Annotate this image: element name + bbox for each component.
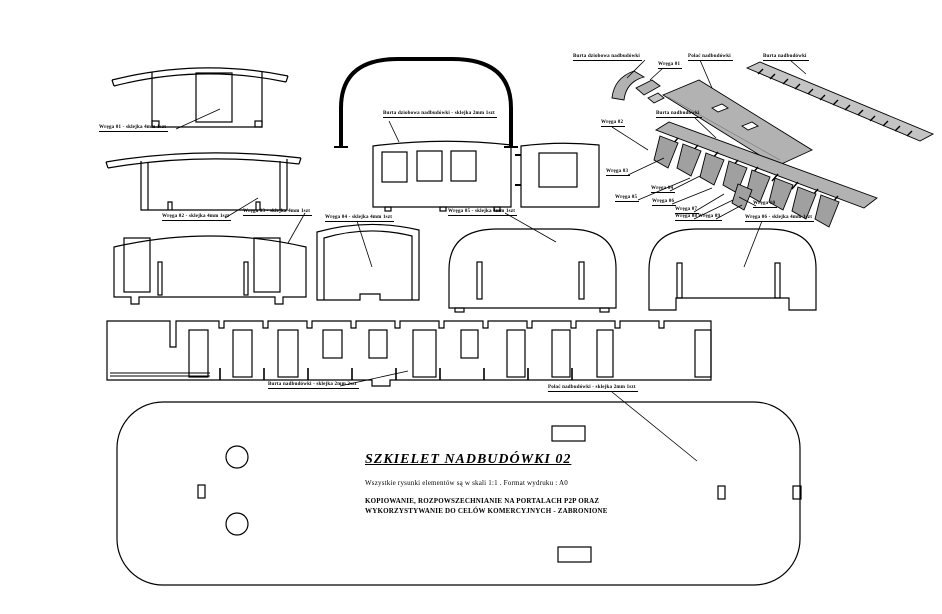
copyright-notice: [365, 496, 625, 517]
copyright-line-1: KOPIOWANIE, ROZPOWSZECHNIANIE NA PORTALACH P2P ORAZ: [365, 496, 600, 505]
part-label-wrega-05: Wręga 05 - sklejka 4mm 1szt: [448, 209, 516, 214]
page-title: SZKIELET NADBUDÓWKI 02: [365, 452, 572, 467]
part-label-wrega-04: Wręga 04 - sklejka 4mm 1szt: [325, 215, 393, 220]
part-drawing-wrega-02: [106, 153, 301, 210]
part-drawing-wrega-06: [649, 229, 816, 310]
part-label-wrega-02: Wręga 02 - sklejka 4mm 1szt: [162, 214, 230, 219]
scale-note: Wszystkie rysunki elementów są w skali 1:1 . Format wydruku : A0: [365, 479, 568, 488]
assembly-label-rib-07: Wręga 07: [675, 207, 698, 212]
part-label-burta-dziobowa: Burta dziobowa nadbudówki - sklejka 2mm 1szt: [383, 111, 495, 116]
assembly-label-rib-10: Wręga 10: [753, 201, 776, 206]
assembly-label-rib-06: Wręga 06: [652, 199, 675, 204]
part-label-burta: Burta nadbudówki - sklejka 2mm 2szt: [268, 382, 357, 387]
assembly-label-burta-prawa: Burta nadbudówki: [763, 54, 807, 59]
part-label-wrega-06: Wręga 06 - sklejka 4mm 1szt: [745, 215, 813, 220]
assembly-label-rib-05: Wręga 05: [615, 195, 638, 200]
part-drawing-side-panel: [515, 143, 599, 207]
assembly-label-polac: Połać nadbudówki: [688, 54, 731, 59]
assembly-label-rib-09: Wręga 09: [698, 214, 721, 219]
part-drawing-burta-dziobowa: [373, 141, 511, 211]
part-drawing-roof-profile: [334, 59, 518, 147]
assembly-label-burta-dolna: Burta nadbudówki: [656, 111, 700, 116]
title-block: [365, 452, 625, 517]
part-label-wrega-03: Wręga 03 - sklejka 4mm 1szt: [243, 209, 311, 214]
part-drawing-wrega-04: [317, 224, 419, 300]
part-drawing-wrega-03: [114, 236, 306, 304]
copyright-line-2: WYKORZYSTYWANIE DO CELÓW KOMERCYJNYCH - ZABRONIONE: [365, 507, 608, 516]
assembly-label-rib-08: Wręga 08: [675, 214, 698, 219]
part-drawing-burta: [107, 321, 711, 386]
assembly-label-rib-01: Wręga 01: [658, 62, 681, 67]
part-label-wrega-01: Wręga 01 - sklejka 4mm 1szt: [99, 125, 167, 130]
assembly-label-rib-04: Wręga 04: [651, 186, 674, 191]
assembly-label-rib-03: Wręga 03: [606, 169, 629, 174]
assembly-label-burta-dziobowa: Burta dziobowa nadbudówki: [573, 54, 640, 59]
part-drawing-wrega-05: [449, 229, 616, 312]
part-label-polac: Połać nadbudówki - sklejka 2mm 1szt: [548, 385, 636, 390]
assembly-label-rib-02: Wręga 02: [601, 120, 624, 125]
